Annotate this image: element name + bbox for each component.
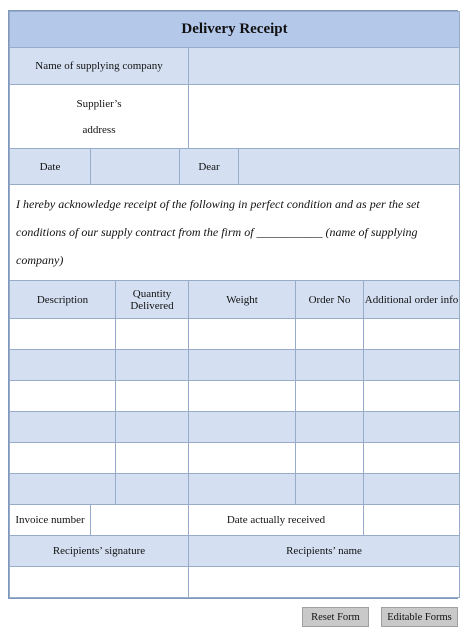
description-cell[interactable]: [10, 381, 116, 412]
description-cell[interactable]: [10, 350, 116, 381]
signature-label: Recipients’ signature: [10, 536, 189, 567]
weight-cell[interactable]: [189, 319, 296, 350]
col-order-no: Order No: [296, 281, 364, 319]
quantity-cell[interactable]: [116, 412, 189, 443]
order-no-cell[interactable]: [296, 443, 364, 474]
order-no-cell[interactable]: [296, 381, 364, 412]
date-field[interactable]: [91, 149, 180, 185]
order-no-cell[interactable]: [296, 474, 364, 505]
quantity-cell[interactable]: [116, 474, 189, 505]
item-row: [10, 412, 460, 443]
order-no-cell[interactable]: [296, 319, 364, 350]
acknowledgement-text: I hereby acknowledge receipt of the following in perfect condition and as per the set conditions of our supply contract from the firm of ___________ (name of supplying company): [10, 185, 460, 281]
col-additional-order-info: Additional order info: [364, 281, 460, 319]
additional-info-cell[interactable]: [364, 412, 460, 443]
additional-info-cell[interactable]: [364, 381, 460, 412]
weight-cell[interactable]: [189, 350, 296, 381]
quantity-cell[interactable]: [116, 319, 189, 350]
description-cell[interactable]: [10, 319, 116, 350]
supplier-address-label-line2: address: [82, 123, 116, 136]
order-no-cell[interactable]: [296, 350, 364, 381]
supplying-company-field[interactable]: [189, 48, 460, 85]
weight-cell[interactable]: [189, 443, 296, 474]
col-quantity-delivered: Quantity Delivered: [116, 281, 189, 319]
additional-info-cell[interactable]: [364, 474, 460, 505]
quantity-cell[interactable]: [116, 350, 189, 381]
date-received-field[interactable]: [364, 505, 460, 536]
order-no-cell[interactable]: [296, 412, 364, 443]
description-cell[interactable]: [10, 474, 116, 505]
editable-forms-button[interactable]: Editable Forms: [381, 607, 458, 627]
weight-cell[interactable]: [189, 412, 296, 443]
signature-field[interactable]: [10, 567, 189, 598]
weight-cell[interactable]: [189, 474, 296, 505]
item-row: [10, 474, 460, 505]
dear-label: Dear: [180, 149, 239, 185]
date-received-label: Date actually received: [189, 505, 364, 536]
supplier-address-label-line1: Supplier’s: [76, 97, 122, 110]
recipient-name-field[interactable]: [189, 567, 460, 598]
item-row: [10, 319, 460, 350]
delivery-receipt-form: [8, 10, 458, 599]
invoice-number-label: Invoice number: [10, 505, 91, 536]
quantity-cell[interactable]: [116, 443, 189, 474]
date-label: Date: [10, 149, 91, 185]
recipient-name-label: Recipients’ name: [189, 536, 460, 567]
item-row: [10, 443, 460, 474]
item-row: [10, 381, 460, 412]
form-table: [9, 11, 460, 598]
invoice-number-field[interactable]: [91, 505, 189, 536]
description-cell[interactable]: [10, 412, 116, 443]
additional-info-cell[interactable]: [364, 319, 460, 350]
col-weight: Weight: [189, 281, 296, 319]
item-row: [10, 350, 460, 381]
col-description: Description: [10, 281, 116, 319]
additional-info-cell[interactable]: [364, 443, 460, 474]
additional-info-cell[interactable]: [364, 350, 460, 381]
supplier-address-field[interactable]: [189, 85, 460, 149]
dear-field[interactable]: [239, 149, 460, 185]
quantity-cell[interactable]: [116, 381, 189, 412]
supplying-company-label: Name of supplying company: [10, 48, 189, 85]
form-title: Delivery Receipt: [10, 12, 460, 48]
reset-form-button[interactable]: Reset Form: [302, 607, 369, 627]
supplier-address-label: [10, 85, 189, 149]
weight-cell[interactable]: [189, 381, 296, 412]
description-cell[interactable]: [10, 443, 116, 474]
